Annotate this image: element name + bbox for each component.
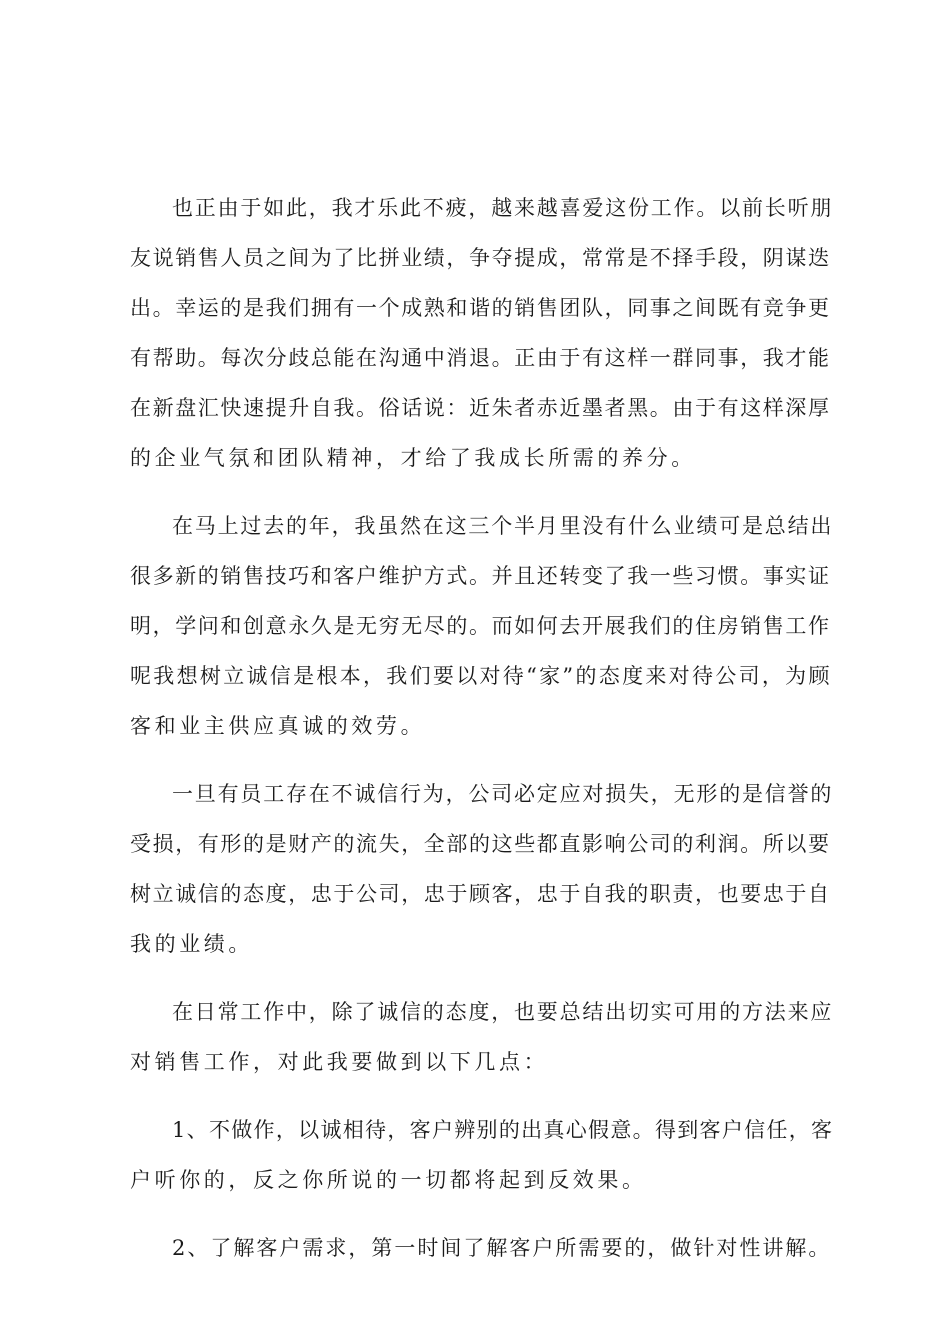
text-line: 有帮助。每次分歧总能在沟通中消退。正由于有这样一群同事，我才能 [130, 346, 831, 370]
text-line: 很多新的销售技巧和客户维护方式。并且还转变了我一些习惯。事实证 [130, 564, 831, 588]
text-line: 1、不做作，以诚相待，客户辨别的出真心假意。得到客户信任，客 [172, 1118, 834, 1142]
text-line: 的企业气氛和团队精神，才给了我成长所需的养分。 [130, 446, 696, 470]
document-body [130, 183, 833, 1291]
paragraph-1 [130, 183, 833, 483]
text-line: 树立诚信的态度，忠于公司，忠于顾客，忠于自我的职责，也要忠于自 [130, 882, 831, 906]
text-line: 对销售工作，对此我要做到以下几点： [130, 1050, 549, 1074]
text-line: 客和业主供应真诚的效劳。 [130, 714, 426, 738]
text-line: 受损，有形的是财产的流失，全部的这些都直影响公司的利润。所以要 [130, 832, 831, 856]
text-line: 明，学问和创意永久是无穷无尽的。而如何去开展我们的住房销售工作 [130, 614, 831, 638]
text-line: 我的业绩。 [130, 932, 253, 956]
text-line: 2、了解客户需求，第一时间了解客户所需要的，做针对性讲解。 [172, 1236, 832, 1260]
text-line: 在日常工作中，除了诚信的态度，也要总结出切实可用的方法来应 [172, 1000, 834, 1024]
paragraph-3 [130, 769, 833, 969]
paragraph-5 [130, 1105, 833, 1205]
paragraph-6 [130, 1223, 833, 1273]
text-line: 呢我想树立诚信是根本，我们要以对待“家”的态度来对待公司，为顾 [130, 664, 832, 688]
paragraph-4 [130, 987, 833, 1087]
text-line: 出。幸运的是我们拥有一个成熟和谐的销售团队，同事之间既有竞争更 [130, 296, 831, 320]
text-line: 户听你的，反之你所说的一切都将起到反效果。 [130, 1168, 647, 1192]
text-line: 在新盘汇快速提升自我。俗话说：近朱者赤近墨者黑。由于有这样深厚 [130, 396, 831, 420]
paragraph-2 [130, 501, 833, 751]
text-line: 在马上过去的年，我虽然在这三个半月里没有什么业绩可是总结出 [172, 514, 834, 538]
text-line: 友说销售人员之间为了比拼业绩，争夺提成，常常是不择手段，阴谋迭 [130, 246, 831, 270]
text-line: 一旦有员工存在不诚信行为，公司必定应对损失，无形的是信誉的 [172, 782, 834, 806]
text-line: 也正由于如此，我才乐此不疲，越来越喜爱这份工作。以前长听朋 [172, 196, 834, 220]
